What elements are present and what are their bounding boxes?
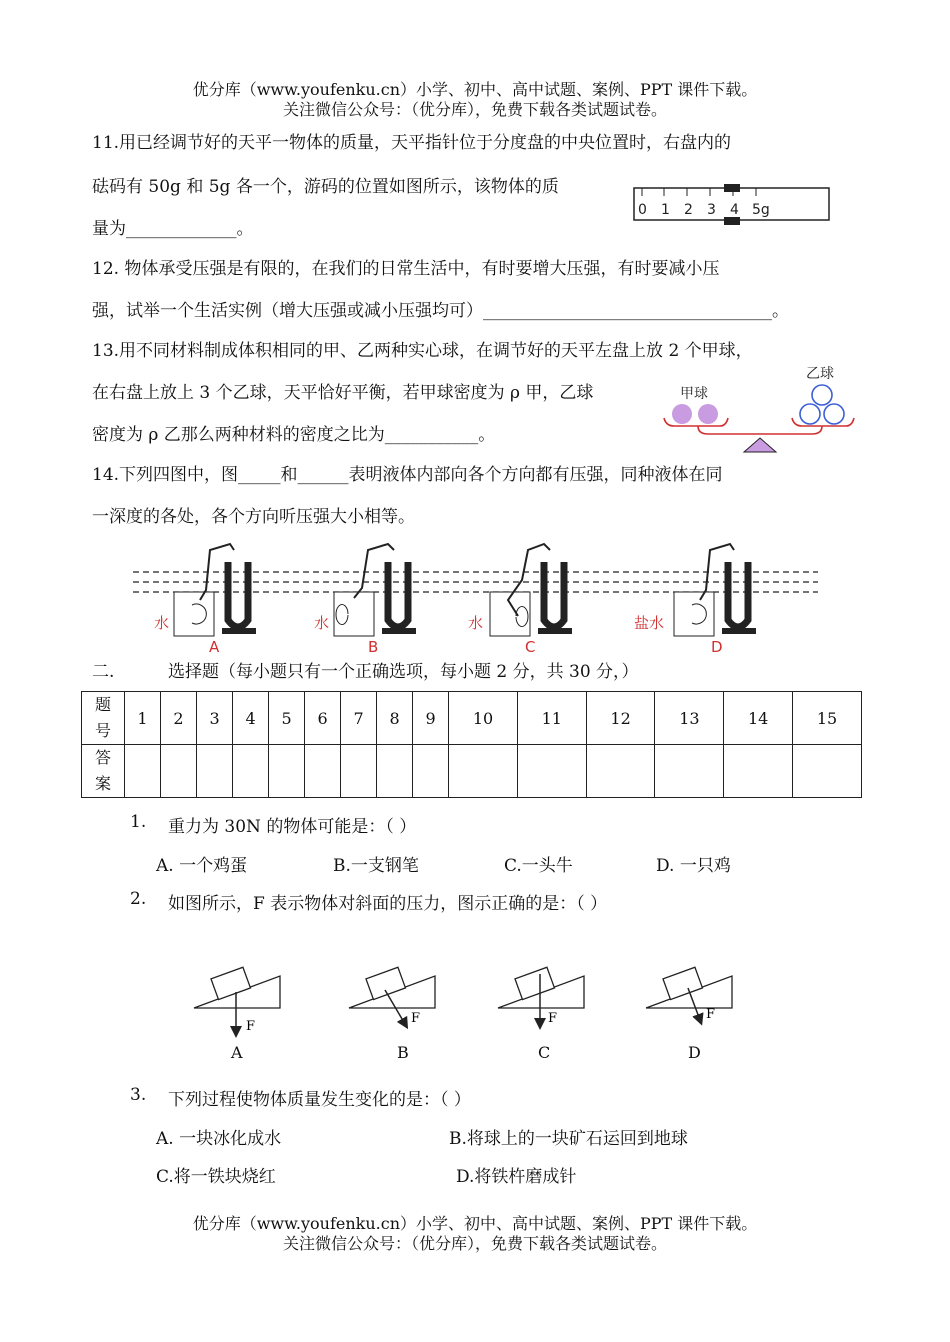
- table-head-cell: 题 号: [82, 692, 125, 745]
- table-cell: 1: [125, 692, 161, 745]
- mc1-option-c: C.一头牛: [504, 856, 573, 876]
- ruler-label: 5g: [752, 202, 770, 218]
- footer-line-2: 关注微信公众号：（优分库），免费下载各类试题试卷。: [282, 1234, 667, 1253]
- apparatus-a: [174, 544, 256, 636]
- table-cell: 6: [305, 692, 341, 745]
- table-cell: 15: [793, 692, 862, 745]
- q14-line-2: 一深度的各处，各个方向听压强大小相等。: [92, 507, 415, 527]
- q11-line-3: 量为_____________。: [92, 219, 254, 239]
- mc2-stem: 如图所示，F 表示物体对斜面的压力，图示正确的是：（ ）: [168, 894, 608, 914]
- answer-cell[interactable]: [413, 745, 449, 798]
- mc3-option-b: B.将球上的一块矿石运回到地球: [449, 1129, 688, 1149]
- mc1-number: 1.: [130, 812, 147, 832]
- ruler-label: 3: [707, 202, 716, 218]
- table-head-cell: 答 案: [82, 745, 125, 798]
- table-cell: 10: [449, 692, 518, 745]
- answer-cell[interactable]: [161, 745, 197, 798]
- table-cell: 4: [233, 692, 269, 745]
- fig-letter-d: D: [711, 638, 723, 656]
- answer-cell[interactable]: [449, 745, 518, 798]
- apparatus-d: [674, 544, 756, 636]
- fig-letter-c: C: [525, 638, 536, 656]
- mc3-number: 3.: [130, 1085, 147, 1105]
- q13-line-3: 密度为 ρ 乙那么两种材料的密度之比为___________。: [92, 425, 496, 445]
- rider-ruler-figure: [632, 182, 832, 226]
- mc1-option-a: A. 一个鸡蛋: [156, 856, 248, 876]
- table-cell: 9: [413, 692, 449, 745]
- incline-c: [498, 967, 584, 1026]
- ball-jia: [698, 404, 718, 424]
- footer-line-1: 优分库（www.youfenku.cn）小学、初中、高中试题、案例、PPT 课件下载。: [192, 1214, 758, 1233]
- mc3-stem: 下列过程使物体质量发生变化的是：（ ）: [168, 1090, 471, 1110]
- mc2-number: 2.: [130, 889, 147, 909]
- table-cell: 5: [269, 692, 305, 745]
- apparatus-c: [490, 544, 572, 636]
- answer-cell[interactable]: [233, 745, 269, 798]
- force-label: F: [246, 1019, 256, 1034]
- table-cell: 3: [197, 692, 233, 745]
- table-cell: 7: [341, 692, 377, 745]
- left-pan-label: 甲球: [680, 386, 708, 402]
- answer-cell[interactable]: [517, 745, 586, 798]
- table-row: [82, 692, 862, 745]
- q14-line-1: 14.下列四图中，图_____和______表明液体内部向各个方向都有压强，同种液体在同: [92, 465, 723, 485]
- ruler-label: 0: [638, 202, 647, 218]
- mc1-stem: 重力为 30N 的物体可能是：（ ）: [168, 817, 417, 837]
- incline-letter-a: A: [231, 1043, 243, 1062]
- answer-cell[interactable]: [586, 745, 655, 798]
- answer-cell[interactable]: [197, 745, 233, 798]
- ball-yi: [812, 385, 832, 405]
- incline-figures: [190, 960, 750, 1040]
- force-label: F: [706, 1007, 716, 1022]
- answer-table: [81, 691, 862, 798]
- table-cell: 11: [517, 692, 586, 745]
- ball-yi: [824, 404, 844, 424]
- mc3-option-a: A. 一块冰化成水: [156, 1129, 282, 1149]
- mc3-option-d: D.将铁杵磨成针: [456, 1167, 577, 1187]
- answer-cell[interactable]: [377, 745, 413, 798]
- incline-letter-b: B: [397, 1043, 409, 1062]
- incline-d: [646, 967, 732, 1022]
- header-line-1: 优分库（www.youfenku.cn）小学、初中、高中试题、案例、PPT 课件下载。: [192, 80, 758, 99]
- mc1-option-b: B.一支钢笔: [333, 856, 419, 876]
- q12-line-1: 12. 物体承受压强是有限的，在我们的日常生活中，有时要增大压强，有时要减小压: [92, 259, 720, 279]
- liquid-label-b: 水: [314, 614, 330, 632]
- table-cell: 14: [724, 692, 793, 745]
- answer-cell[interactable]: [724, 745, 793, 798]
- section-number: 二.: [92, 662, 115, 682]
- liquid-label-d: 盐水: [634, 614, 665, 632]
- incline-b: [349, 967, 435, 1026]
- fig-letter-a: A: [209, 638, 220, 656]
- answer-cell[interactable]: [305, 745, 341, 798]
- table-row: [82, 745, 862, 798]
- table-cell: 2: [161, 692, 197, 745]
- q11-line-2: 砝码有 50g 和 5g 各一个，游码的位置如图所示，该物体的质: [92, 177, 559, 197]
- fig-letter-b: B: [368, 638, 379, 656]
- q13-line-1: 13.用不同材料制成体积相同的甲、乙两种实心球，在调节好的天平左盘上放 2 个甲球，: [92, 341, 753, 361]
- incline-letter-d: D: [688, 1043, 701, 1062]
- force-label: F: [411, 1011, 421, 1026]
- q11-line-1: 11.用已经调节好的天平一物体的质量，天平指针位于分度盘的中央位置时，右盘内的: [92, 133, 732, 153]
- table-cell: 12: [586, 692, 655, 745]
- table-cell: 8: [377, 692, 413, 745]
- answer-cell[interactable]: [341, 745, 377, 798]
- apparatus-b: [334, 544, 416, 636]
- ruler-label: 4: [730, 202, 739, 218]
- mc3-option-c: C.将一铁块烧红: [156, 1167, 276, 1187]
- answer-cell[interactable]: [125, 745, 161, 798]
- incline-a: [194, 967, 280, 1034]
- liquid-label-a: 水: [154, 614, 170, 632]
- right-pan-label: 乙球: [806, 366, 834, 382]
- ball-yi: [800, 404, 820, 424]
- answer-cell[interactable]: [793, 745, 862, 798]
- liquid-label-c: 水: [468, 614, 484, 632]
- force-label: F: [548, 1011, 558, 1026]
- section-title: 选择题（每小题只有一个正确选项，每小题 2 分，共 30 分，）: [168, 662, 639, 682]
- q13-line-2: 在右盘上放上 3 个乙球，天平恰好平衡，若甲球密度为 ρ 甲，乙球: [92, 383, 594, 403]
- ball-jia: [672, 404, 692, 424]
- table-cell: 13: [655, 692, 724, 745]
- answer-cell[interactable]: [269, 745, 305, 798]
- mc1-option-d: D. 一只鸡: [656, 856, 731, 876]
- q12-line-2: 强，试举一个生活实例（增大压强或减小压强均可）__________________________________。: [92, 301, 789, 321]
- ruler-label: 1: [661, 202, 670, 218]
- balance-figure: [660, 362, 860, 458]
- incline-letter-c: C: [538, 1043, 551, 1062]
- ruler-label: 2: [684, 202, 693, 218]
- answer-cell[interactable]: [655, 745, 724, 798]
- header-line-2: 关注微信公众号：（优分库），免费下载各类试题试卷。: [282, 100, 667, 119]
